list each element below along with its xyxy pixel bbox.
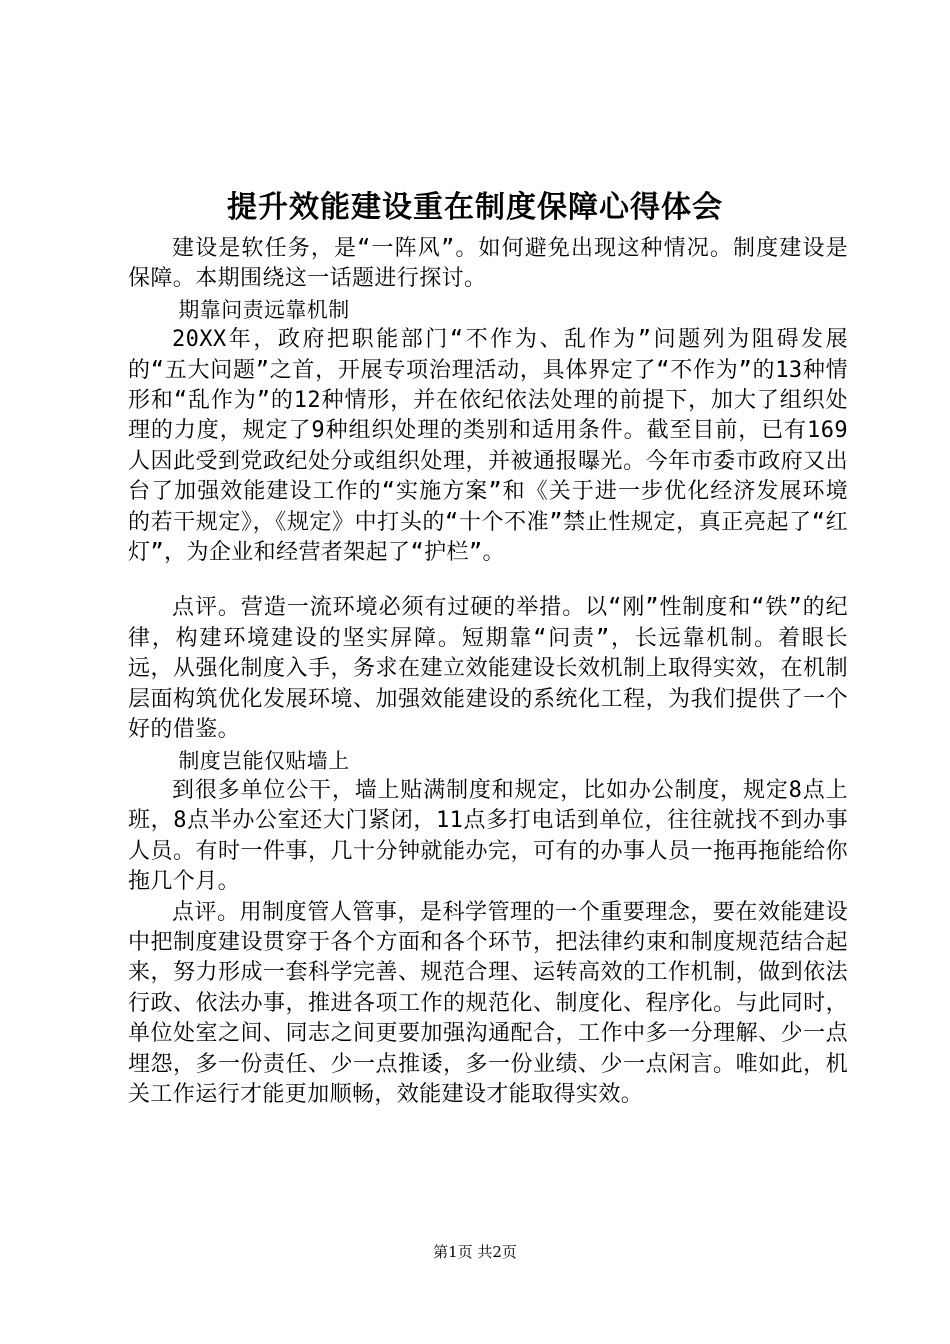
page-footer: 第1页 共2页 — [433, 1243, 517, 1261]
section-heading-accountability: 期靠问责远靠机制 — [178, 297, 350, 322]
intro-paragraph: 建设是软任务，是“一阵风”。如何避免出现这种情况。制度建设是保障。本期围绕这一话题进行探讨。 — [128, 236, 848, 292]
body-paragraph-policy: 20XX年，政府把职能部门“不作为、乱作为”问题列为阻碍发展的“五大问题”之首，开展专项治理活动，具体界定了“不作为”的13种情形和“乱作为”的12种情形，并在依纪依法处理的前提下，加大了组织处理的力度，规定了9种组织处理的类别和适用条件。截至目前，已有169人因此受到党政纪处分或组织处理，并被通报曝光。今年市委市政府又出台了加强效能建设工作的“实施方案”和《关于进一步优化经济发展环境的若干规定》，《规定》中打头的“十个不准”禁止性规定，真正亮起了“红灯”，为企业和经营者架起了“护栏”。 — [128, 327, 848, 566]
document-body — [128, 234, 848, 1110]
document-title: 提升效能建设重在制度保障心得体会 — [227, 190, 723, 225]
commentary-paragraph-1: 点评。营造一流环境必须有过硬的举措。以“刚”性制度和“铁”的纪律，构建环境建设的坚实屏障。短期靠“问责”，长远靠机制。着眼长远，从强化制度入手，务求在建立效能建设长效机制上取得实效，在机制层面构筑优化发展环境、加强效能建设的系统化工程，为我们提供了一个好的借鉴。 — [128, 595, 848, 743]
commentary-paragraph-2: 点评。用制度管人管事，是科学管理的一个重要理念，要在效能建设中把制度建设贯穿于各个方面和各个环节，把法律约束和制度规范结合起来，努力形成一套科学完善、规范合理、运转高效的工作机制，做到依法行政、依法办事，推进各项工作的规范化、制度化、程序化。与此同时，单位处室之间、同志之间更要加强沟通配合，工作中多一分理解、少一点埋怨，多一份责任、少一点推诿，多一份业绩、少一点闲言。唯如此，机关工作运行才能更加顺畅，效能建设才能取得实效。 — [128, 899, 848, 1107]
body-paragraph-office-rules: 到很多单位公干，墙上贴满制度和规定，比如办公制度，规定8点上班，8点半办公室还大门紧闭，11点多打电话到单位，往往就找不到办事人员。有时一件事，几十分钟就能办完，可有的办事人员一拖再拖能给你拖几个月。 — [128, 777, 848, 895]
paragraph-spacer — [128, 568, 848, 593]
section-heading-wall-rules: 制度岂能仅贴墙上 — [178, 748, 350, 773]
